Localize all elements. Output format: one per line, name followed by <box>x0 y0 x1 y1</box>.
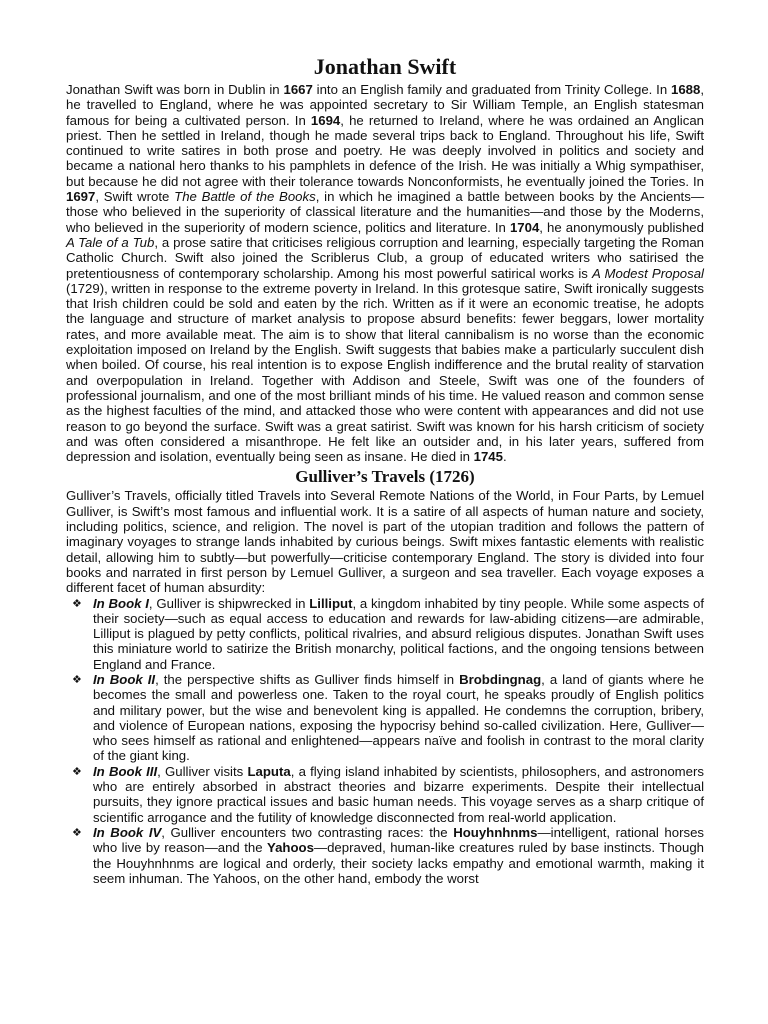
section-title: Gulliver’s Travels (1726) <box>295 467 475 487</box>
text-run: , a land of giants where he becomes the small and powerless one. Taken to the royal court, he speaks proudly of English politics and military power, but the wise and benevolent king is appalled. He condemns the corruption, bribery, and violence of European nations, exposing the hypocrisy behind so-called civilization. Here, Gulliver—who sees himself as rational and enlightened—appears naïve and foolish in contrast to the moral clarity of the giant king. <box>93 671 704 764</box>
text-run: , the perspective shifts as Gulliver finds himself in <box>155 671 460 687</box>
text-run: , Swift wrote <box>95 189 175 205</box>
italic-title: A Modest Proposal <box>592 265 704 281</box>
italic-title: The Battle of the Books <box>174 189 316 205</box>
text-run: into an English family and graduated from Trinity College. In <box>312 82 671 97</box>
bold-text: 1667 <box>283 82 313 97</box>
diamond-bullet-icon: ❖ <box>72 596 82 610</box>
gullivers-travels-intro: Gulliver’s Travels, officially titled Travels into Several Remote Nations of the World, in Four Parts, by Lemuel Gulliver, is Swift’s most famous and influential work. It is a satire of all aspects of human nature and society, including politics, science, and religion. The novel is part of the utopian tradition and follows the pattern of imaginary voyages to strange lands inhabited by curious beings. Swift mixes fantastic elements with realistic detail, allowing him to subtly—but powerfully—criticise contemporary England. The story is divided into four books and narrated in first person by Lemuel Gulliver, a surgeon and sea traveller. Each voyage exposes a different facet of human absurdity: <box>66 488 704 596</box>
bold-text: 1688 <box>671 82 701 97</box>
bold-text: Lilliput <box>309 595 353 611</box>
book-list-item <box>66 596 704 672</box>
bold-text: Brobdingnag <box>459 671 542 687</box>
bold-text: Yahoos <box>267 840 314 856</box>
text-run: , Gulliver is shipwrecked in <box>148 595 310 611</box>
bold-text: Laputa <box>247 763 291 779</box>
bold-text: 1704 <box>509 219 540 235</box>
text-run: , a kingdom inhabited by tiny people. While some aspects of their society—such as equal access to education and rewards for law-abiding citizens—are admirable, Lilliput is plagued by petty conflicts, political rivalries, and absurd religious disputes. Jonathan Swift uses this miniature world to satirize the British monarchy, political factions, and the ongoing tensions between England and France. <box>93 595 704 672</box>
book-heading: In Book IV <box>93 824 162 840</box>
text-run: , Gulliver encounters two contrasting races: the <box>161 824 454 840</box>
book-list-item <box>66 825 704 886</box>
book-heading: In Book II <box>93 671 156 687</box>
diamond-bullet-icon: ❖ <box>72 672 82 686</box>
text-run: , he anonymously published <box>539 219 704 235</box>
text-run: —depraved, human-like creatures ruled by base instincts. Though the Houyhnhnms are logical and orderly, their society lacks empathy and emotional warmth, making it seem inhuman. The Yahoos, on the other hand, embody the worst <box>93 840 704 886</box>
diamond-bullet-icon: ❖ <box>72 764 82 778</box>
book-list-item <box>66 764 704 825</box>
book-heading: In Book I <box>93 595 149 611</box>
text-run: , he travelled to England, where he was appointed secretary to Sir William Temple, an English statesman famous for being a cultivated person. In <box>66 82 705 128</box>
book-heading: In Book III <box>93 763 158 779</box>
page-title: Jonathan Swift <box>313 54 457 79</box>
diamond-bullet-icon: ❖ <box>72 825 82 839</box>
text-run: , he returned to Ireland, where he was ordained an Anglican priest. Then he settled in Ireland, though he made several trips back to England. Throughout his life, Swift continued to write satires in both prose and poetry. He was deeply involved in politics and society and became a national hero thanks to his pamphlets in defence of the Irish. He was initially a Whig sympathiser, but because he did not agree with their tolerance towards Nonconformists, he eventually joined the Tories. In <box>66 112 704 189</box>
bold-text: 1694 <box>310 112 341 128</box>
bold-text: 1745 <box>473 449 503 465</box>
text-run: , Gulliver visits <box>157 763 248 779</box>
text-run: (1729), written in response to the extreme poverty in Ireland. In this grotesque satire, Swift ironically suggests that Irish children could be sold and eaten by the rich. Written as if it were an economic treatise, he adopts the language and structure of market analysis to propose absurd benefits: fewer beggars, lower mortality rates, and more available meat. The aim is to show that literal cannibalism is no worse than the economic exploitation imposed on Ireland by the English. Swift suggests that babies make a particularly succulent dish when boiled. Of course, his real intention is to expose English indifference and the brutal reality of starvation and overpopulation in Ireland. Together with Addison and Steele, Swift was one of the founders of professional journalism, and one of the most brilliant minds of his time. He valued reason and common sense as the highest faculties of the mind, and attacked those who were content with appearances and did not use reason to go beyond the surface. Swift was a great satirist. Swift was known for his harsh criticism of society and was often considered a misanthrope. He felt like an outsider and, in his later years, suffered from depression and isolation, eventually being seen as insane. He died in <box>66 280 704 465</box>
text-run: , a prose satire that criticises religious corruption and learning, especially targeting the Roman Catholic Church. Swift also joined the Scriblerus Club, a group of educated writers who satirised the pretentiousness of contemporary scholarship. Among his most powerful satirical works is <box>66 234 704 281</box>
biography-paragraph <box>66 82 704 464</box>
text-run: , a flying island inhabited by scientists, philosophers, and astronomers who are entirely absorbed in abstract theories and bizarre experiments. Despite their intellectual pursuits, they ignore practical issues and basic human needs. This voyage serves as a sharp critique of scientific arrogance and the futility of knowledge disconnected from real-world application. <box>93 763 704 825</box>
bold-text: 1697 <box>66 189 96 205</box>
text-run: . <box>502 449 507 465</box>
italic-title: A Tale of a Tub <box>66 234 155 250</box>
bold-text: Houyhnhnms <box>453 824 538 840</box>
book-list-item <box>66 672 704 764</box>
text-run: —intelligent, rational horses who live by reason—and the <box>93 824 704 856</box>
books-list <box>66 596 704 887</box>
text-run: Jonathan Swift was born in Dublin in <box>66 82 284 97</box>
text-run: , in which he imagined a battle between books by the Ancients—those who believed in the superiority of classical literature and the humanities—and those by the Moderns, who believed in the superiority of modern science, politics and literature. In <box>66 189 705 235</box>
